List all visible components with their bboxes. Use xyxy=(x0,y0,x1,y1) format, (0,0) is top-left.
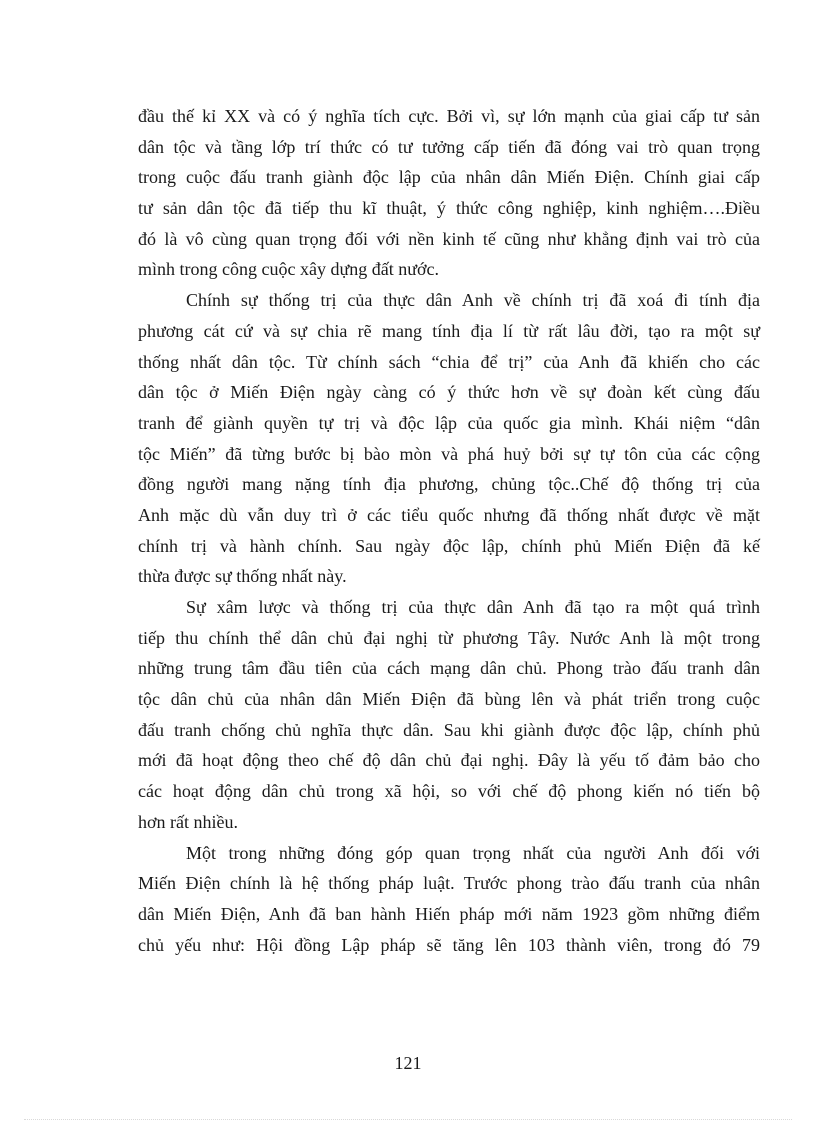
text-line: thống nhất dân tộc. Từ chính sách “chia để trị” của Anh đã khiến cho các xyxy=(138,351,760,372)
text-line: tộc dân chủ của nhân dân Miến Điện đã bùng lên và phát triển trong cuộc xyxy=(138,689,760,710)
text-line: tranh để giành quyền tự trị và độc lập của quốc gia mình. Khái niệm “dân xyxy=(138,412,760,433)
text-line: những trung tâm đầu tiên của cách mạng dân chủ. Phong trào đấu tranh dân xyxy=(138,658,760,679)
page-bottom-divider xyxy=(24,1119,792,1120)
text-line: đầu thế kỉ XX và có ý nghĩa tích cực. Bởi vì, sự lớn mạnh của giai cấp tư sản xyxy=(138,106,760,126)
text-line: chính trị và hành chính. Sau ngày độc lập, chính phủ Miến Điện đã kế xyxy=(138,535,760,556)
text-line: Miến Điện chính là hệ thống pháp luật. Trước phong trào đấu tranh của nhân xyxy=(138,873,760,894)
text-line: phương cát cứ và sự chia rẽ mang tính địa lí từ rất lâu đời, tạo ra một sự xyxy=(138,320,760,341)
text-line: Một trong những đóng góp quan trọng nhất của người Anh đối với xyxy=(186,842,760,863)
text-line: đồng người mang nặng tính địa phương, chủng tộc..Chế độ thống trị của xyxy=(138,474,760,495)
text-line: trong cuộc đấu tranh giành độc lập của nhân dân Miến Điện. Chính giai cấp xyxy=(138,167,760,188)
text-line: đấu tranh chống chủ nghĩa thực dân. Sau khi giành được độc lập, chính phủ xyxy=(138,719,760,740)
text-line: đó là vô cùng quan trọng đối với nền kinh tế cũng như khẳng định vai trò của xyxy=(138,228,760,249)
text-line: Chính sự thống trị của thực dân Anh về chính trị đã xoá đi tính địa xyxy=(186,290,760,311)
text-line: Sự xâm lược và thống trị của thực dân Anh đã tạo ra một quá trình xyxy=(186,597,760,617)
text-line: các hoạt động dân chủ trong xã hội, so với chế độ phong kiến nó tiến bộ xyxy=(138,781,760,802)
text-line: tiếp thu chính thể dân chủ đại nghị từ phương Tây. Nước Anh là một trong xyxy=(138,627,760,648)
page-number: 121 xyxy=(394,1053,422,1073)
text-line: tộc Miến” đã từng bước bị bào mòn và phá huỷ bởi sự tự tôn của các cộng xyxy=(138,443,760,464)
text-line: Anh mặc dù vẫn duy trì ở các tiểu quốc nhưng đã thống nhất được về mặt xyxy=(138,504,760,525)
text-line: chủ yếu như: Hội đồng Lập pháp sẽ tăng lên 103 thành viên, trong đó 79 xyxy=(138,934,760,955)
body-text xyxy=(138,101,760,960)
text-line: dân Miến Điện, Anh đã ban hành Hiến pháp mới năm 1923 gồm những điểm xyxy=(138,903,760,924)
text-line: mình trong công cuộc xây dựng đất nước. xyxy=(138,259,439,280)
text-line: thừa được sự thống nhất này. xyxy=(138,566,347,587)
text-line: hơn rất nhiều. xyxy=(138,811,238,832)
text-line: tư sản dân tộc đã tiếp thu kĩ thuật, ý thức công nghiệp, kinh nghiệm….Điều xyxy=(138,198,760,219)
text-line: mới đã hoạt động theo chế độ dân chủ đại nghị. Đây là yếu tố đảm bảo cho xyxy=(138,750,760,771)
text-line: dân tộc và tầng lớp trí thức có tư tưởng cấp tiến đã đóng vai trò quan trọng xyxy=(138,136,760,157)
text-line: dân tộc ở Miến Điện ngày càng có ý thức hơn về sự đoàn kết cùng đấu xyxy=(138,382,760,403)
